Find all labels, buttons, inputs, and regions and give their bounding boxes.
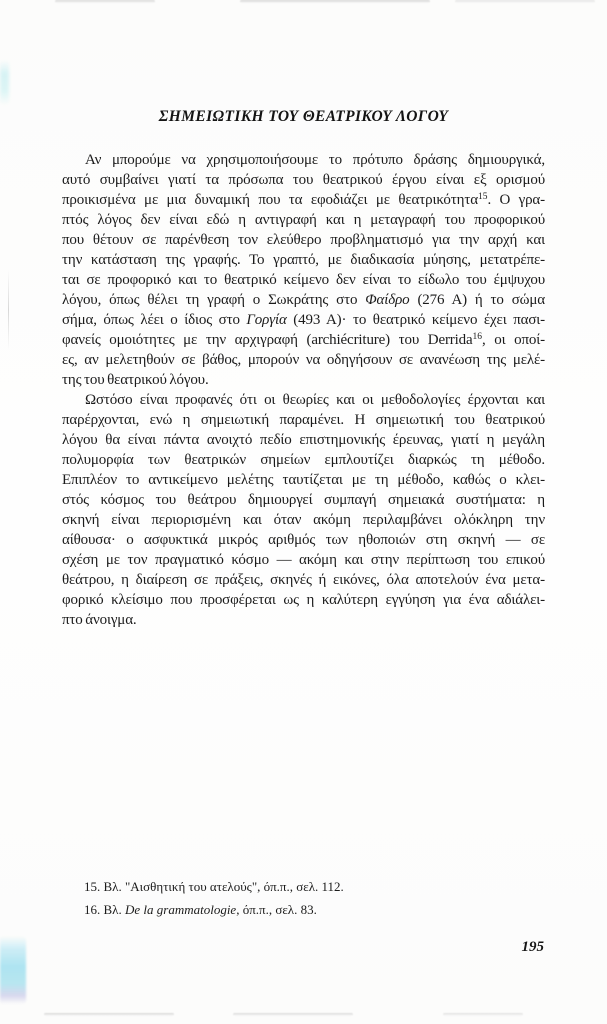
text-segment: Επιπλέον το αντικείμενο μελέτης ταυτίζεται με τη μέθοδο, καθώς ο κλει- bbox=[62, 472, 545, 488]
text-line bbox=[62, 570, 545, 590]
text-line bbox=[62, 290, 545, 310]
text-segment: παρέρχονται, ενώ η σημειωτική παραμένει. Η σημειωτική του θεατρικού bbox=[62, 412, 545, 428]
scan-streak-top-3 bbox=[455, 0, 595, 3]
text-segment: πολυμορφία των θεατρικών σημείων εμπλουτίζει διαρκώς τη μέθοδο. bbox=[62, 452, 545, 468]
text-line bbox=[62, 310, 545, 330]
text-line bbox=[62, 210, 545, 230]
text-line bbox=[62, 230, 545, 250]
scan-mark-bottom-left bbox=[0, 936, 26, 1004]
text-segment: αίθουσα· ο ασφυκτικά μικρός αριθμός των ηθοποιών στη σκηνή — σε bbox=[62, 532, 545, 548]
text-line bbox=[62, 450, 545, 470]
text-segment: 15. Βλ. "Αισθητική του ατελούς", όπ.π., σελ. 112. bbox=[84, 879, 344, 894]
text-segment: σκηνή είναι περιορισμένη και όταν ακόμη περιλαμβάνει ολόκληρη την bbox=[62, 512, 545, 528]
text-segment: De la grammatologie bbox=[124, 901, 237, 917]
text-segment: φορικό κλείσιμο που προσφέρεται ως η καλύτερη εγγύηση για ένα αδιάλει- bbox=[62, 592, 545, 608]
paragraph bbox=[62, 390, 545, 630]
text-segment: σχέση με τον πραγματικό κόσμο — ακόμη και στην περίπτωση του επικού bbox=[62, 552, 545, 568]
text-line bbox=[62, 390, 545, 410]
text-line bbox=[62, 150, 545, 170]
text-segment: Αν μπορούμε να χρησιμοποιήσουμε το πρότυπο δράσης δημιουργικά, bbox=[85, 152, 545, 168]
scan-streak-top-1 bbox=[55, 0, 155, 3]
text-segment: λόγου, όπως θέλει τη γραφή ο Σωκράτης στο bbox=[62, 292, 366, 308]
text-line bbox=[62, 490, 545, 510]
scan-streak-bottom-2 bbox=[233, 1013, 353, 1016]
scan-mark-left-edge bbox=[0, 60, 9, 105]
text-segment: της του θεατρικού λόγου. bbox=[62, 372, 209, 388]
text-line bbox=[62, 410, 545, 430]
text-line bbox=[62, 430, 545, 450]
text-segment: Γοργία bbox=[246, 312, 287, 328]
text-segment: 16. Βλ. bbox=[84, 901, 125, 917]
text-segment: θεάτρου, η διαίρεση σε πράξεις, σκηνές ή εικόνες, όλα αποτελούν ένα μετα- bbox=[62, 572, 545, 588]
scan-edge-line bbox=[8, 270, 9, 350]
scan-streak-top-2 bbox=[240, 0, 430, 3]
text-segment: Ωστόσο είναι προφανές ότι οι θεωρίες και οι μεθοδολογίες έρχονται και bbox=[85, 392, 545, 408]
text-segment: σήμα, όπως λέει ο ίδιος στο bbox=[62, 312, 247, 328]
text-line bbox=[62, 350, 545, 370]
text-line bbox=[62, 270, 545, 290]
text-line bbox=[62, 590, 545, 610]
paragraph bbox=[62, 150, 545, 390]
text-line bbox=[62, 530, 545, 550]
text-segment: στός κόσμος του θεάτρου δημιουργεί συμπαγή σημειακά συστήματα: η bbox=[62, 492, 545, 508]
text-segment: . Ο γρα- bbox=[487, 192, 545, 208]
text-segment: φανείς ομοιότητες με την αρχιγραφή (archiécriture) του Derrida bbox=[62, 332, 473, 348]
text-line bbox=[62, 330, 545, 350]
text-segment: αυτό συμβαίνει γιατί τα πρόσωπα του θεατρικού έργου είναι εξ ορισμού bbox=[62, 172, 545, 188]
text-segment: , οι οποί- bbox=[482, 332, 545, 348]
text-line bbox=[62, 190, 545, 210]
page-title: ΣΗΜΕΙΩΤΙΚΗ ΤΟΥ ΘΕΑΤΡΙΚΟΥ ΛΟΓΟΥ bbox=[158, 108, 449, 125]
footnote bbox=[62, 899, 545, 922]
text-segment: την κατάσταση της γραφής. Το γραπτό, με διαδικασία μύησης, μετατρέπε- bbox=[62, 252, 545, 268]
scan-streak-bottom-3 bbox=[443, 1013, 523, 1016]
text-line bbox=[62, 470, 545, 490]
text-segment: Φαίδρο bbox=[365, 292, 410, 308]
text-line bbox=[62, 170, 545, 190]
text-line bbox=[62, 250, 545, 270]
footnote bbox=[62, 876, 545, 899]
footnote-reference: 15 bbox=[477, 192, 488, 202]
text-segment: πτο άνοιγμα. bbox=[62, 612, 137, 628]
text-line bbox=[62, 370, 545, 390]
text-segment: ται σε προφορικό και το θεατρικό κείμενο δεν είναι το είδωλο του έμψυχου bbox=[62, 272, 545, 288]
scan-streak-bottom-1 bbox=[44, 1013, 174, 1016]
text-segment: πτός λόγος δεν είναι εδώ η αντιγραφή και η μεταγραφή του προφορικού bbox=[62, 212, 545, 228]
body-text bbox=[62, 150, 545, 630]
text-line bbox=[62, 550, 545, 570]
text-segment: λόγου θα είναι πάντα ανοιχτό πεδίο επιστημονικής έρευνας, γιατί η μεγάλη bbox=[62, 432, 545, 448]
footnotes bbox=[62, 876, 545, 921]
text-line bbox=[62, 610, 545, 630]
footnote-reference: 16 bbox=[472, 332, 483, 342]
text-segment: προικισμένα με μια δυναμική που τα εφοδιάζει με θεατρικότητα bbox=[62, 192, 478, 208]
text-segment: ες, αν μελετηθούν σε βάθος, μπορούν να οδηγήσουν σε ανανέωση της μελέ- bbox=[62, 352, 545, 368]
text-segment: (493 Α)· το θεατρικό κείμενο έχει πασι- bbox=[286, 312, 545, 328]
text-segment: που θέτουν σε παρένθεση τον ελεύθερο προβληματισμό για την αρχή και bbox=[62, 232, 545, 248]
text-line bbox=[62, 510, 545, 530]
text-segment: (276 Α) ή το σώμα bbox=[409, 292, 545, 308]
text-segment: , όπ.π., σελ. 83. bbox=[236, 901, 317, 917]
page-number: 195 bbox=[521, 939, 544, 955]
